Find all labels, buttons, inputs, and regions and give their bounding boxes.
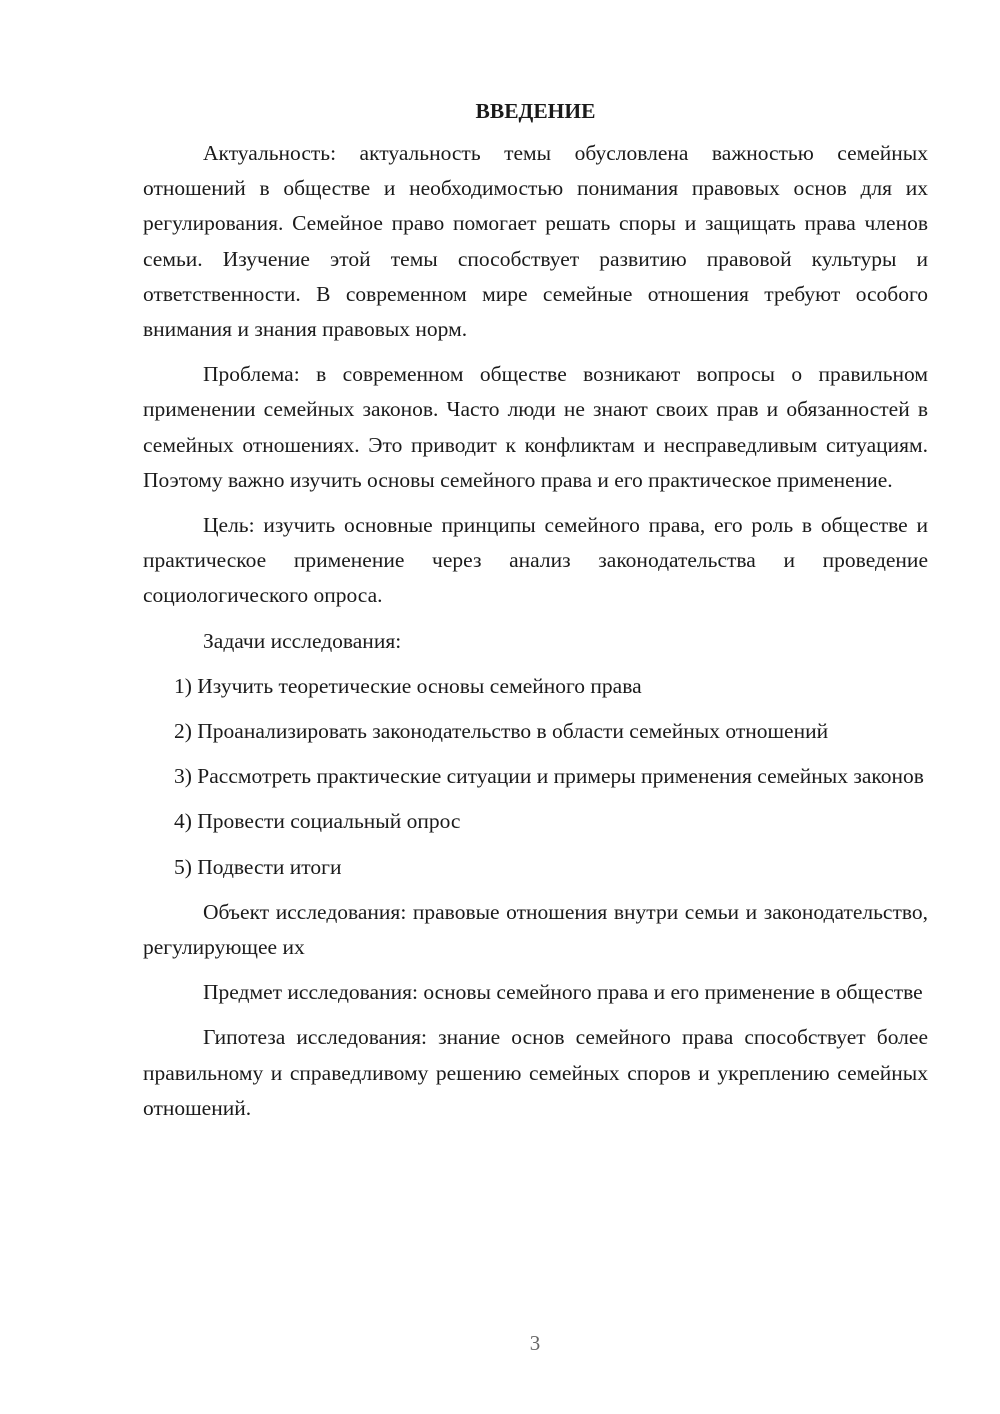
task-item-2: 2) Проанализировать законодательство в области семейных отношений [174, 719, 829, 744]
paragraph-relevance: Актуальность: актуальность темы обусловлена важностью семейных отношений в обществе и необходимостью понимания правовых основ для их регулирования. Семейное право помогает решать споры и защищать права членов семьи. Изучение этой темы способствует развитию правовой культуры и ответственности. В современном мире семейные отношения требуют особого внимания и знания правовых норм. [143, 141, 928, 342]
paragraph-subject: Предмет исследования: основы семейного права и его применение в обществе [203, 980, 923, 1005]
document-page [143, 96, 928, 1136]
page-number: 3 [529, 1331, 541, 1355]
section-title: ВВЕДЕНИЕ [475, 99, 596, 123]
paragraph-object: Объект исследования: правовые отношения внутри семьи и законодательство, регулирующее их [143, 899, 928, 960]
paragraph-goal: Цель: изучить основные принципы семейного права, его роль в обществе и практическое применение через анализ законодательства и проведение социологического опроса. [143, 513, 928, 608]
task-item-1: 1) Изучить теоретические основы семейного права [174, 673, 642, 698]
task-item-5: 5) Подвести итоги [174, 854, 342, 879]
task-item-4: 4) Провести социальный опрос [174, 809, 461, 834]
paragraph-hypothesis: Гипотеза исследования: знание основ семейного права способствует более правильному и справедливому решению семейных споров и укреплению семейных отношений. [143, 1025, 928, 1120]
paragraph-problem: Проблема: в современном обществе возникают вопросы о правильном применении семейных законов. Часто люди не знают своих прав и обязанностей в семейных отношениях. Это приводит к конфликтам и несправедливым ситуациям. Поэтому важно изучить основы семейного права и его практическое применение. [143, 362, 928, 492]
task-item-3: 3) Рассмотреть практические ситуации и примеры применения семейных законов [174, 764, 924, 789]
paragraph-tasks-heading: Задачи исследования: [203, 628, 402, 653]
